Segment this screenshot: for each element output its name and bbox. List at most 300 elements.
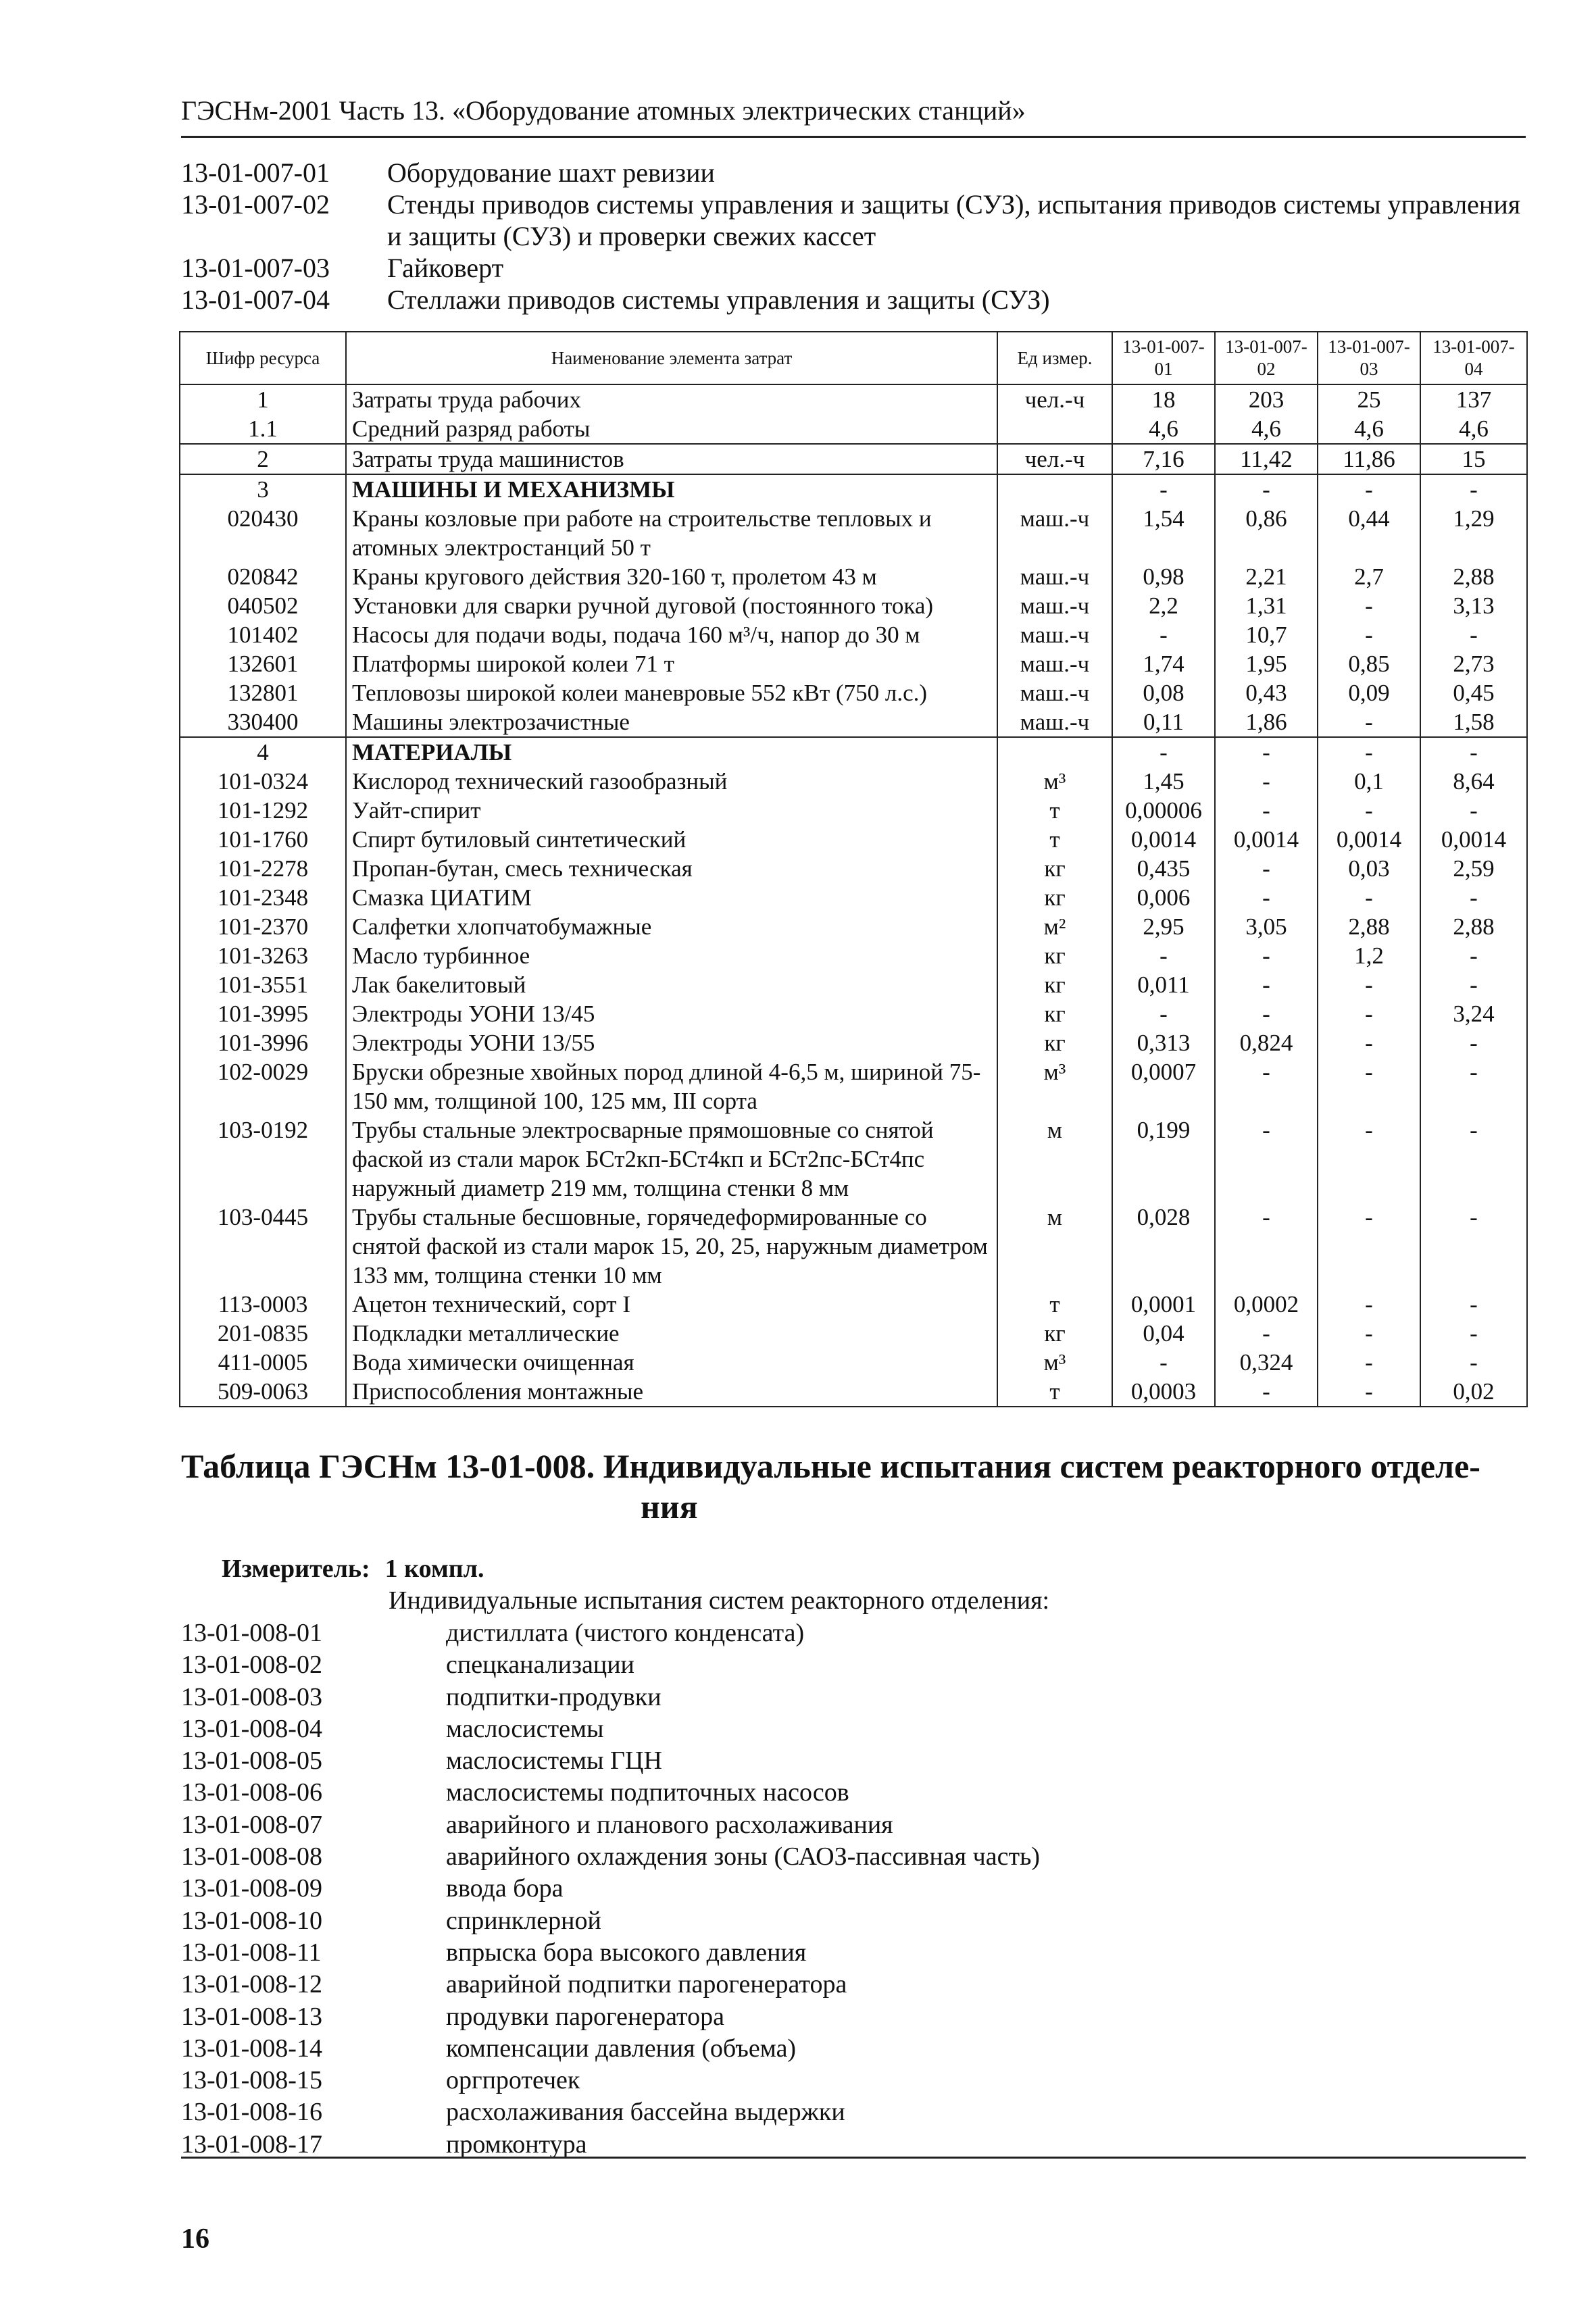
cell-code: 101-3995 (180, 999, 346, 1028)
list-item-code: 13-01-008-12 (181, 1970, 322, 1999)
table-row (180, 999, 1527, 1028)
cell-value-c2: - (1215, 970, 1318, 999)
cell-value-c1: 0,0014 (1112, 825, 1215, 854)
cell-unit: маш.-ч (997, 649, 1112, 678)
list-item-code: 13-01-008-07 (181, 1810, 322, 1839)
intro-item (181, 252, 1532, 284)
cell-value-c1: 1,74 (1112, 649, 1215, 678)
list-item (181, 2129, 1526, 2161)
cell-value-c2: 2,21 (1215, 562, 1318, 591)
cell-value-c4: 2,59 (1420, 854, 1527, 883)
cell-name: МАТЕРИАЛЫ (346, 737, 997, 767)
cell-name: Затраты труда рабочих (346, 384, 997, 414)
cell-name: Масло турбинное (346, 941, 997, 970)
list-item (181, 2001, 1526, 2033)
cell-name: Установки для сварки ручной дуговой (постоянного тока) (346, 591, 997, 620)
cell-name: Краны козловые при работе на строительстве тепловых и атомных электростанций 50 т (346, 504, 997, 562)
cell-value-c2: - (1215, 883, 1318, 912)
cell-value-c2: 4,6 (1215, 414, 1318, 444)
cell-value-c4: 15 (1420, 444, 1527, 474)
cell-unit: м² (997, 912, 1112, 941)
cell-value-c1: 0,011 (1112, 970, 1215, 999)
table-row (180, 1028, 1527, 1057)
cell-value-c2: - (1215, 941, 1318, 970)
cell-value-c1: 0,028 (1112, 1203, 1215, 1290)
cell-value-c2: - (1215, 737, 1318, 767)
cell-unit: чел.-ч (997, 444, 1112, 474)
cell-value-c4: - (1420, 1057, 1527, 1115)
list-item-text: маслосистемы (446, 1714, 604, 1743)
table-row (180, 883, 1527, 912)
intro-item-text: Гайковерт (387, 253, 504, 283)
page-number: 16 (181, 2223, 209, 2255)
cell-value-c1: 0,435 (1112, 854, 1215, 883)
cell-unit: кг (997, 999, 1112, 1028)
cell-value-c3: 0,85 (1318, 649, 1420, 678)
cell-value-c3: 2,7 (1318, 562, 1420, 591)
list-item (181, 1937, 1526, 1969)
divider (181, 2157, 1526, 2159)
list-item-text: аварийного охлаждения зоны (САОЗ-пассивная часть) (446, 1842, 1041, 1871)
intro-item-text: Оборудование шахт ревизии (387, 157, 715, 188)
cell-value-c4: 0,45 (1420, 678, 1527, 707)
table-row (180, 941, 1527, 970)
intro-item-code: 13-01-007-04 (181, 284, 330, 315)
cell-value-c2: - (1215, 1319, 1318, 1348)
table2-title-line2: ния (641, 1488, 698, 1526)
list-item-code: 13-01-008-16 (181, 2098, 322, 2127)
cell-unit: чел.-ч (997, 384, 1112, 414)
cell-value-c3: - (1318, 1115, 1420, 1203)
intro-item (181, 284, 1532, 316)
cell-unit: маш.-ч (997, 591, 1112, 620)
cell-unit: т (997, 825, 1112, 854)
table-row (180, 384, 1527, 414)
intro-item-text: Стеллажи приводов системы управления и защиты (СУЗ) (387, 284, 1050, 315)
table-row (180, 1290, 1527, 1319)
list-item-text: маслосистемы подпиточных насосов (446, 1778, 849, 1807)
cell-value-c2: 0,324 (1215, 1348, 1318, 1377)
list-item (181, 1617, 1526, 1649)
cell-value-c2: - (1215, 999, 1318, 1028)
cell-value-c2: 0,86 (1215, 504, 1318, 562)
list-item-text: расхолаживания бассейна выдержки (446, 2098, 845, 2127)
list-item-code: 13-01-008-02 (181, 1651, 322, 1680)
col-header-code: Шифр ресурса (180, 332, 346, 384)
cell-value-c1: 2,95 (1112, 912, 1215, 941)
col-header-c1: 13-01-007-01 (1112, 332, 1215, 384)
intro-item-code: 13-01-007-01 (181, 157, 330, 188)
table-row (180, 854, 1527, 883)
cell-value-c4: 1,58 (1420, 707, 1527, 737)
table-row (180, 796, 1527, 825)
cell-value-c1: 7,16 (1112, 444, 1215, 474)
cell-value-c2: - (1215, 1115, 1318, 1203)
cell-code: 330400 (180, 707, 346, 737)
cell-unit: м (997, 1203, 1112, 1290)
cell-code: 101-3996 (180, 1028, 346, 1057)
cell-name: Лак бакелитовый (346, 970, 997, 999)
cell-value-c1: 0,04 (1112, 1319, 1215, 1348)
cell-code: 101-2348 (180, 883, 346, 912)
cell-value-c3: - (1318, 796, 1420, 825)
cell-value-c1: 1,54 (1112, 504, 1215, 562)
cell-value-c1: 18 (1112, 384, 1215, 414)
cell-name: Насосы для подачи воды, подача 160 м³/ч, напор до 30 м (346, 620, 997, 649)
cell-unit: кг (997, 970, 1112, 999)
cell-value-c3: - (1318, 1377, 1420, 1407)
cell-code: 113-0003 (180, 1290, 346, 1319)
cell-name: Краны кругового действия 320-160 т, пролетом 43 м (346, 562, 997, 591)
list-item-text: промконтура (446, 2130, 587, 2159)
cell-value-c1: 0,08 (1112, 678, 1215, 707)
cell-value-c2: - (1215, 474, 1318, 504)
cell-unit (997, 737, 1112, 767)
cell-name: Кислород технический газообразный (346, 767, 997, 796)
cell-value-c3: - (1318, 1203, 1420, 1290)
cell-value-c3: - (1318, 1057, 1420, 1115)
cell-value-c1: 0,98 (1112, 562, 1215, 591)
table-row (180, 1377, 1527, 1407)
cell-code: 020430 (180, 504, 346, 562)
cell-unit: т (997, 1290, 1112, 1319)
cell-value-c4: 2,88 (1420, 562, 1527, 591)
cell-value-c2: 3,05 (1215, 912, 1318, 941)
cell-unit: кг (997, 883, 1112, 912)
list-item-code: 13-01-008-09 (181, 1874, 322, 1903)
cell-value-c2: - (1215, 854, 1318, 883)
list-item (181, 1809, 1526, 1841)
cell-unit: м³ (997, 1057, 1112, 1115)
cell-name: Подкладки металлические (346, 1319, 997, 1348)
cell-value-c4: 0,0014 (1420, 825, 1527, 854)
list-item (181, 1841, 1526, 1873)
meter-value: 1 компл. (384, 1555, 484, 1583)
cell-name: Вода химически очищенная (346, 1348, 997, 1377)
list-item-code: 13-01-008-10 (181, 1906, 322, 1935)
table-row (180, 1319, 1527, 1348)
list-item (181, 1682, 1526, 1713)
table2-item-list (181, 1617, 1526, 2161)
table-row (180, 474, 1527, 504)
list-item (181, 2065, 1526, 2096)
table-row (180, 504, 1527, 562)
cell-name: Платформы широкой колеи 71 т (346, 649, 997, 678)
cell-value-c3: - (1318, 883, 1420, 912)
cell-value-c4: 8,64 (1420, 767, 1527, 796)
cell-name: Бруски обрезные хвойных пород длиной 4-6,5 м, шириной 75-150 мм, толщиной 100, 125 мм, III сорта (346, 1057, 997, 1115)
table-row (180, 767, 1527, 796)
table-row (180, 912, 1527, 941)
list-item-code: 13-01-008-03 (181, 1682, 322, 1711)
list-item-text: подпитки-продувки (446, 1682, 662, 1711)
cell-value-c2: 0,0002 (1215, 1290, 1318, 1319)
cell-code: 101-3551 (180, 970, 346, 999)
cell-code: 103-0192 (180, 1115, 346, 1203)
cell-value-c4: 2,73 (1420, 649, 1527, 678)
cell-value-c2: - (1215, 1057, 1318, 1115)
cell-code: 101-3263 (180, 941, 346, 970)
intro-item-code: 13-01-007-02 (181, 189, 330, 220)
cell-value-c3: - (1318, 1319, 1420, 1348)
list-item-code: 13-01-008-15 (181, 2066, 322, 2095)
cell-value-c2: 1,95 (1215, 649, 1318, 678)
cell-value-c4: 3,24 (1420, 999, 1527, 1028)
table-row (180, 444, 1527, 474)
table-row (180, 707, 1527, 737)
cell-code: 020842 (180, 562, 346, 591)
cell-value-c3: - (1318, 999, 1420, 1028)
cell-value-c3: 0,44 (1318, 504, 1420, 562)
intro-item (181, 188, 1532, 252)
table-row (180, 591, 1527, 620)
list-item-text: дистиллата (чистого конденсата) (446, 1619, 805, 1647)
meter-label: Измеритель: (222, 1555, 370, 1583)
list-item-text: спецканализации (446, 1651, 634, 1680)
cell-value-c2: 1,86 (1215, 707, 1318, 737)
list-item (181, 1777, 1526, 1809)
cell-value-c2: 0,43 (1215, 678, 1318, 707)
cell-value-c4: - (1420, 796, 1527, 825)
cell-value-c3: 25 (1318, 384, 1420, 414)
cell-value-c4: - (1420, 1115, 1527, 1203)
cell-value-c1: - (1112, 999, 1215, 1028)
cell-code: 102-0029 (180, 1057, 346, 1115)
cell-unit: т (997, 796, 1112, 825)
cell-value-c2: - (1215, 1203, 1318, 1290)
cell-name: Тепловозы широкой колеи маневровые 552 кВт (750 л.с.) (346, 678, 997, 707)
cell-value-c4: - (1420, 941, 1527, 970)
cell-code: 101-0324 (180, 767, 346, 796)
header-title: ГЭСНм-2001 Часть 13. «Оборудование атомных электрических станций» (181, 95, 1026, 126)
list-item (181, 2033, 1526, 2065)
intro-item (181, 157, 1532, 188)
cell-value-c4: 0,02 (1420, 1377, 1527, 1407)
cell-code: 1 (180, 384, 346, 414)
intro-item-text: Стенды приводов системы управления и защиты (СУЗ), испытания приводов системы управления и защиты (СУЗ) и проверки свежих кассет (387, 189, 1521, 251)
cell-name: Приспособления монтажные (346, 1377, 997, 1407)
cell-value-c4: - (1420, 620, 1527, 649)
cell-unit: маш.-ч (997, 562, 1112, 591)
list-item-text: аварийной подпитки парогенератора (446, 1970, 847, 1999)
cell-value-c3: - (1318, 474, 1420, 504)
cell-value-c2: 203 (1215, 384, 1318, 414)
list-item (181, 1745, 1526, 1777)
table-row (180, 1203, 1527, 1290)
cell-code: 040502 (180, 591, 346, 620)
cell-unit: маш.-ч (997, 678, 1112, 707)
cell-value-c1: - (1112, 620, 1215, 649)
table2-title (181, 1446, 1526, 1527)
cell-value-c2: 0,824 (1215, 1028, 1318, 1057)
cell-value-c2: 10,7 (1215, 620, 1318, 649)
cell-value-c4: 2,88 (1420, 912, 1527, 941)
cell-value-c1: 0,11 (1112, 707, 1215, 737)
list-item-text: аварийного и планового расхолаживания (446, 1810, 893, 1839)
cell-value-c2: 0,0014 (1215, 825, 1318, 854)
cell-value-c3: 0,0014 (1318, 825, 1420, 854)
cell-code: 1.1 (180, 414, 346, 444)
cell-value-c1: 2,2 (1112, 591, 1215, 620)
col-header-name: Наименование элемента затрат (346, 332, 997, 384)
cell-value-c3: - (1318, 620, 1420, 649)
cell-code: 509-0063 (180, 1377, 346, 1407)
cell-value-c1: - (1112, 474, 1215, 504)
cell-unit: м³ (997, 767, 1112, 796)
cell-code: 101-1760 (180, 825, 346, 854)
list-item-text: компенсации давления (объема) (446, 2034, 797, 2063)
cell-value-c2: - (1215, 796, 1318, 825)
cell-value-c1: - (1112, 941, 1215, 970)
table-row (180, 1057, 1527, 1115)
cell-code: 132801 (180, 678, 346, 707)
list-item-text: продувки парогенератора (446, 2002, 725, 2031)
table-row (180, 678, 1527, 707)
cell-name: Уайт-спирит (346, 796, 997, 825)
cell-value-c4: 3,13 (1420, 591, 1527, 620)
list-item-code: 13-01-008-11 (181, 1938, 322, 1967)
list-item-text: спринклерной (446, 1906, 601, 1935)
cell-unit: маш.-ч (997, 504, 1112, 562)
cell-value-c1: 1,45 (1112, 767, 1215, 796)
cell-value-c1: - (1112, 1348, 1215, 1377)
cell-value-c2: - (1215, 1377, 1318, 1407)
cell-name: Затраты труда машинистов (346, 444, 997, 474)
col-header-unit: Ед измер. (997, 332, 1112, 384)
cell-code: 2 (180, 444, 346, 474)
cell-value-c4: - (1420, 737, 1527, 767)
cell-code: 103-0445 (180, 1203, 346, 1290)
col-header-c3: 13-01-007-03 (1318, 332, 1420, 384)
cell-value-c1: 0,313 (1112, 1028, 1215, 1057)
cell-value-c3: 11,86 (1318, 444, 1420, 474)
cell-value-c1: 0,0001 (1112, 1290, 1215, 1319)
table-row (180, 737, 1527, 767)
cell-value-c3: - (1318, 591, 1420, 620)
table-row (180, 562, 1527, 591)
list-item (181, 1873, 1526, 1905)
cell-value-c3: - (1318, 737, 1420, 767)
list-item-code: 13-01-008-17 (181, 2130, 322, 2159)
cell-code: 101402 (180, 620, 346, 649)
cell-unit: кг (997, 1319, 1112, 1348)
list-item-code: 13-01-008-04 (181, 1714, 322, 1743)
cell-code: 411-0005 (180, 1348, 346, 1377)
cell-value-c3: 4,6 (1318, 414, 1420, 444)
table-row (180, 649, 1527, 678)
cell-name: МАШИНЫ И МЕХАНИЗМЫ (346, 474, 997, 504)
cell-name: Трубы стальные электросварные прямошовные со снятой фаской из стали марок БСт2кп-БСт4кп и БСт2пс-БСт4пс наружный диаметр 219 мм, толщина стенки 8 мм (346, 1115, 997, 1203)
cell-value-c1: 0,006 (1112, 883, 1215, 912)
cell-value-c2: - (1215, 767, 1318, 796)
list-item-text: оргпротечек (446, 2066, 580, 2095)
list-item (181, 1969, 1526, 2001)
cell-name: Салфетки хлопчатобумажные (346, 912, 997, 941)
cell-code: 101-2278 (180, 854, 346, 883)
cell-value-c3: - (1318, 1348, 1420, 1377)
cell-value-c3: 2,88 (1318, 912, 1420, 941)
cell-unit: кг (997, 854, 1112, 883)
list-item (181, 1905, 1526, 1937)
cell-value-c1: 0,00006 (1112, 796, 1215, 825)
page-header (181, 95, 1526, 138)
cell-value-c4: - (1420, 883, 1527, 912)
cell-value-c4: 137 (1420, 384, 1527, 414)
cell-name: Спирт бутиловый синтетический (346, 825, 997, 854)
cell-unit (997, 414, 1112, 444)
table2-description: Индивидуальные испытания систем реакторного отделения: (389, 1586, 1050, 1615)
cell-unit (997, 474, 1112, 504)
cell-unit: т (997, 1377, 1112, 1407)
table-row (180, 1115, 1527, 1203)
list-item-text: маслосистемы ГЦН (446, 1746, 662, 1776)
resource-table (179, 331, 1528, 1407)
cell-value-c3: - (1318, 1028, 1420, 1057)
cell-code: 101-1292 (180, 796, 346, 825)
cell-unit: маш.-ч (997, 707, 1112, 737)
cell-value-c4: - (1420, 970, 1527, 999)
cell-name: Машины электрозачистные (346, 707, 997, 737)
list-item-text: впрыска бора высокого давления (446, 1938, 807, 1967)
table-row (180, 1348, 1527, 1377)
cell-value-c4: - (1420, 1290, 1527, 1319)
cell-value-c4: - (1420, 1028, 1527, 1057)
cell-value-c1: 0,0007 (1112, 1057, 1215, 1115)
table-header-row (180, 332, 1527, 384)
cell-name: Электроды УОНИ 13/45 (346, 999, 997, 1028)
cell-name: Электроды УОНИ 13/55 (346, 1028, 997, 1057)
col-header-c4: 13-01-007-04 (1420, 332, 1527, 384)
cell-value-c1: - (1112, 737, 1215, 767)
table-row (180, 620, 1527, 649)
cell-unit: маш.-ч (997, 620, 1112, 649)
cell-name: Смазка ЦИАТИМ (346, 883, 997, 912)
cell-code: 132601 (180, 649, 346, 678)
cell-value-c4: - (1420, 1319, 1527, 1348)
cell-code: 201-0835 (180, 1319, 346, 1348)
cell-name: Ацетон технический, сорт I (346, 1290, 997, 1319)
list-item-code: 13-01-008-13 (181, 2002, 322, 2031)
list-item-text: ввода бора (446, 1874, 564, 1903)
cell-value-c4: - (1420, 474, 1527, 504)
cell-value-c1: 0,199 (1112, 1115, 1215, 1203)
table2-title-line1: Таблица ГЭСНм 13-01-008. Индивидуальные испытания систем реакторного отделе- (181, 1447, 1480, 1485)
list-item-code: 13-01-008-06 (181, 1778, 322, 1807)
cell-value-c3: 0,1 (1318, 767, 1420, 796)
col-header-c2: 13-01-007-02 (1215, 332, 1318, 384)
cell-code: 101-2370 (180, 912, 346, 941)
cell-value-c2: 11,42 (1215, 444, 1318, 474)
intro-list (181, 157, 1532, 316)
cell-value-c3: - (1318, 1290, 1420, 1319)
cell-value-c1: 0,0003 (1112, 1377, 1215, 1407)
cell-name: Средний разряд работы (346, 414, 997, 444)
table-row (180, 414, 1527, 444)
cell-code: 4 (180, 737, 346, 767)
cell-code: 3 (180, 474, 346, 504)
intro-item-code: 13-01-007-03 (181, 253, 330, 283)
cell-value-c3: - (1318, 707, 1420, 737)
list-item (181, 2096, 1526, 2128)
cell-value-c3: 1,2 (1318, 941, 1420, 970)
measure-unit (222, 1554, 499, 1584)
cell-value-c3: 0,03 (1318, 854, 1420, 883)
cell-name: Трубы стальные бесшовные, горячедеформированные со снятой фаской из стали марок 15, 20, 25, наружным диаметром 133 мм, толщина стенки 10 мм (346, 1203, 997, 1290)
list-item-code: 13-01-008-08 (181, 1842, 322, 1871)
cell-value-c4: - (1420, 1203, 1527, 1290)
list-item (181, 1649, 1526, 1681)
table-row (180, 825, 1527, 854)
